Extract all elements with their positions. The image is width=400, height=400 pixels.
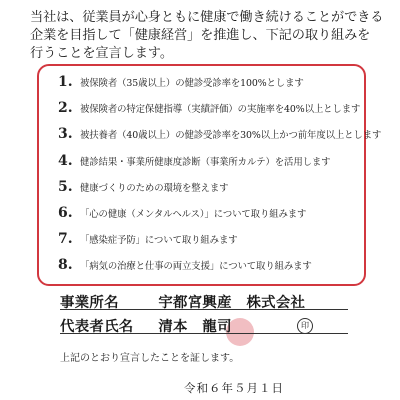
intro-line-2: 企業を目指して「健康経営」を推進し、下記の取り組みを (30, 28, 371, 43)
initiative-item-1 (58, 72, 304, 92)
initiative-item-3 (58, 124, 381, 144)
initiative-item-5 (58, 177, 228, 197)
initiative-item-7 (58, 229, 238, 249)
initiative-item-2 (58, 98, 360, 118)
initiative-number: 1. (58, 74, 73, 90)
initiative-text: 「病気の治療と仕事の両立支援」について取り組みます (80, 261, 312, 272)
office-name-label: 事業所名 (60, 294, 119, 311)
office-underline (60, 309, 348, 310)
initiative-text: 被扶養者（40歳以上）の健診受診率を30%以上かつ前年度以上とします (80, 130, 382, 141)
seal-mark: 印 (297, 318, 313, 334)
initiative-number: 2. (58, 100, 73, 116)
intro-line-1: 当社は、従業員が心身ともに健康で働き続けることができる (30, 10, 384, 25)
initiative-item-4 (58, 151, 330, 171)
initiative-number: 7. (58, 231, 73, 247)
initiative-text: 健康づくりのための環境を整えます (80, 183, 229, 194)
initiative-text: 健診結果・事業所健康度診断（事業所カルテ）を活用します (80, 157, 331, 168)
initiative-text: 被保険者（35歳以上）の健診受診率を100%とします (80, 78, 304, 89)
initiative-item-6 (58, 203, 306, 223)
declaration-intro (30, 9, 384, 63)
office-name-value: 宇都宮興産 株式会社 (158, 294, 306, 311)
initiative-number: 6. (58, 205, 73, 221)
initiative-text: 被保険者の特定保健指導（実績評価）の実施率を40%以上とします (80, 104, 361, 115)
intro-line-3: 行うことを宣言します。 (30, 46, 173, 61)
initiative-text: 「心の健康（メンタルヘルス）」について取り組みます (80, 209, 307, 220)
representative-label: 代表者氏名 (60, 318, 134, 335)
certification-text: 上記のとおり宣言したことを証します。 (60, 353, 240, 364)
initiative-item-8 (58, 255, 312, 275)
representative-underline (60, 333, 348, 334)
initiative-number: 4. (58, 153, 73, 169)
declaration-date: 令和６年５月１日 (184, 381, 284, 395)
initiative-text: 「感染症予防」について取り組みます (80, 235, 238, 246)
initiatives-box (37, 64, 382, 286)
initiative-number: 5. (58, 179, 73, 195)
initiative-number: 3. (58, 126, 73, 142)
initiative-number: 8. (58, 257, 73, 273)
representative-value: 清本 龍司 (158, 318, 232, 335)
